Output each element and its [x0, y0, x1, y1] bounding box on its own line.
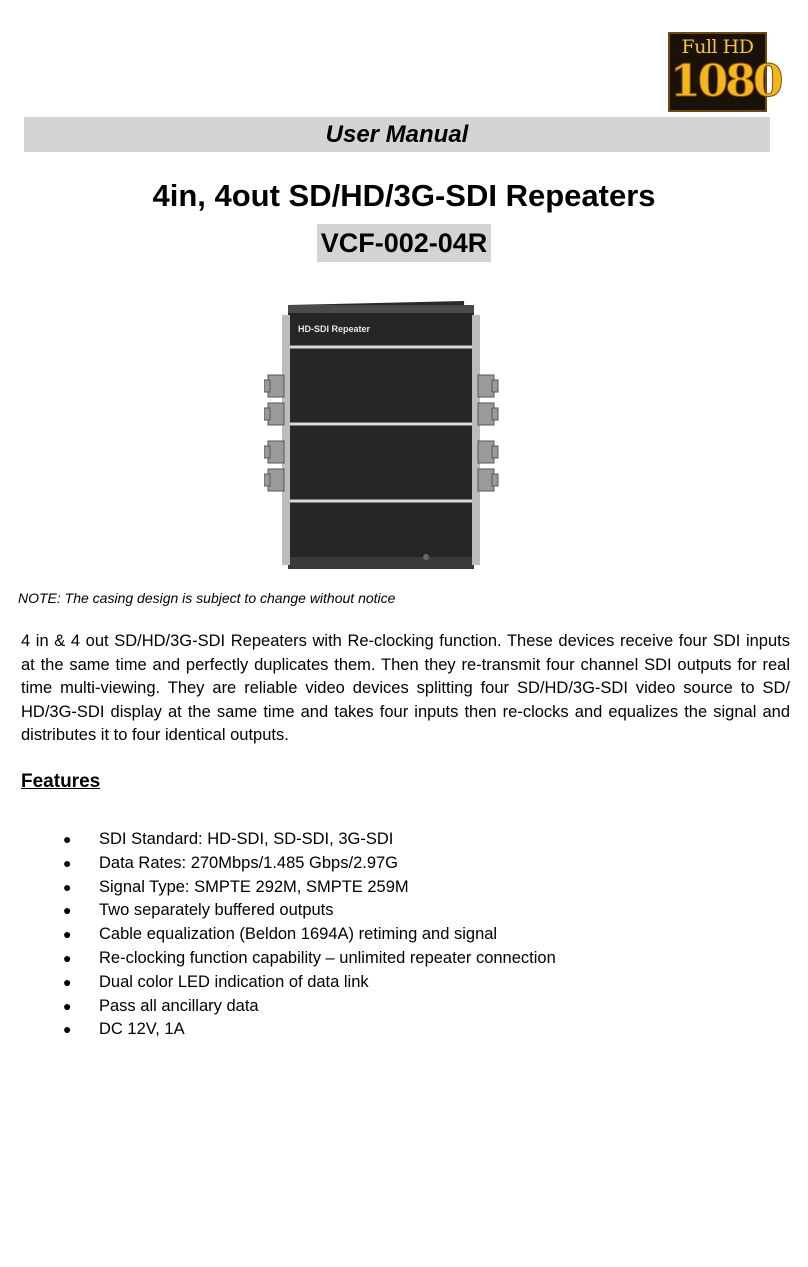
description-paragraph: 4 in & 4 out SD/HD/3G-SDI Repeaters with Re-clocking function. These devices receive four SDI inputs at the same time and perfectly duplicates them. Then they re-transmit four channel SDI outputs for real time multi-viewing. They are reliable video devices splitting four SD/HD/3G-SDI video source to SD/ HD/3G-SDI display at the same time and takes four inputs then re-clocks and equalizes the signal and distributes it to four identical outputs.: [21, 632, 790, 744]
device-photo: [264, 295, 526, 577]
bullet-icon: ●: [63, 878, 72, 895]
list-item: ● Re-clocking function capability – unlimited repeater connection: [0, 947, 556, 971]
features-list: [0, 828, 556, 1042]
bullet-icon: ●: [63, 1021, 72, 1038]
list-item: ● Signal Type: SMPTE 292M, SMPTE 259M: [0, 876, 556, 900]
device-label: HD-SDI Repeater: [298, 324, 371, 334]
list-item: ● SDI Standard: HD-SDI, SD-SDI, 3G-SDI: [0, 828, 556, 852]
user-manual-banner: User Manual: [24, 117, 770, 152]
logo-line1: Full HD: [681, 36, 754, 58]
list-item: ● Data Rates: 270Mbps/1.485 Gbps/2.97G: [0, 852, 556, 876]
bullet-icon: ●: [63, 949, 72, 966]
bullet-icon: ●: [63, 854, 72, 871]
device-body: [288, 305, 474, 567]
bullet-icon: ●: [63, 831, 72, 847]
list-item: ● Cable equalization (Beldon 1694A) retiming and signal: [0, 923, 556, 947]
list-item: ● Dual color LED indication of data link: [0, 971, 556, 995]
full-hd-1080-logo: [668, 32, 781, 112]
page-title: 4in, 4out SD/HD/3G-SDI Repeaters: [152, 178, 656, 213]
model-number: VCF-002-04R: [317, 224, 492, 262]
casing-note: NOTE: The casing design is subject to change without notice: [18, 590, 396, 606]
logo-line2: 1080: [670, 56, 781, 107]
bullet-icon: ●: [63, 997, 72, 1014]
features-heading: Features: [21, 771, 101, 792]
list-item: ● Two separately buffered outputs: [0, 899, 556, 923]
bullet-icon: ●: [63, 973, 72, 990]
list-item: ● Pass all ancillary data: [0, 995, 556, 1019]
list-item: ● DC 12V, 1A: [0, 1018, 556, 1042]
led-indicator: [423, 554, 429, 560]
bullet-icon: ●: [63, 902, 72, 919]
bullet-icon: ●: [63, 926, 72, 943]
